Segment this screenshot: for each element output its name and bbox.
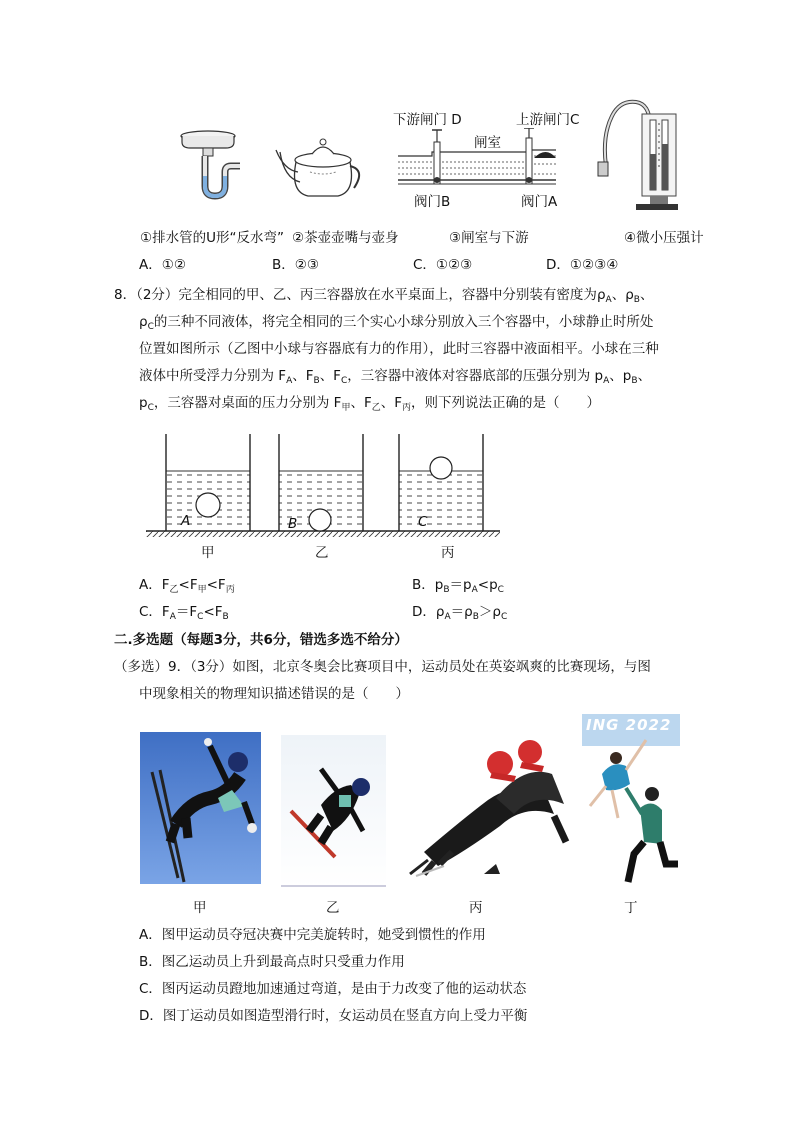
photo-label-yi: 乙: [326, 900, 340, 916]
photo-label-ding: 丁: [624, 900, 638, 916]
figure-skating-pair-photo: [582, 714, 680, 890]
container-bing-label: 丙: [441, 545, 455, 561]
upstream-gate-label: 上游闸门C: [516, 112, 580, 128]
q8-option-a[interactable]: A．$F_乙<F_甲<F_丙$: [139, 577, 235, 595]
caption-teapot: ②茶壶壶嘴与壶身: [292, 230, 399, 246]
caption-ship-lock: ③闸室与下游: [449, 230, 529, 246]
caption-pressure-gauge: ④微小压强计: [624, 230, 704, 246]
speed-skaters-photo: [404, 734, 572, 882]
q9-option-d[interactable]: D．图丁运动员如图造型滑行时，女运动员在竖直方向上受力平衡: [139, 1008, 528, 1024]
container-yi-label: 乙: [315, 545, 329, 561]
ship-lock-figure: [396, 128, 558, 194]
ball-a: [196, 493, 220, 517]
q9-option-a[interactable]: A．图甲运动员夺冠决赛中完美旋转时，她受到惯性的作用: [139, 927, 486, 943]
downstream-gate-label: 下游闸门 D: [393, 112, 462, 128]
q9-stem-line1: （多选）9．（3分）如图，北京冬奥会比赛项目中，运动员处在英姿飒爽的比赛现场，与图: [114, 659, 651, 675]
lock-chamber-label: 闸室: [474, 135, 501, 151]
container-jia-label: 甲: [201, 545, 215, 561]
ball-c-label: C: [418, 514, 428, 530]
valve-b-label: 阀门B: [414, 194, 451, 210]
q7-option-d[interactable]: D．①②③④: [546, 257, 619, 273]
snowboarder-photo: [281, 735, 386, 887]
ball-c: [430, 457, 452, 479]
aerial-skier-photo: [140, 732, 261, 884]
q8-option-b[interactable]: B．$p_B=p_A<p_C$: [412, 577, 504, 595]
caption-u-trap: ①排水管的U形“反水弯”: [140, 230, 284, 246]
q8-option-d[interactable]: D．$\rho_A=\rho_B>\rho_C$: [412, 604, 508, 622]
q9-option-c[interactable]: C．图丙运动员蹬地加速通过弯道，是由于力改变了他的运动状态: [139, 981, 527, 997]
three-containers-figure: [146, 430, 500, 542]
micro-pressure-gauge-figure: [596, 96, 678, 214]
q7-option-c[interactable]: C．①②③: [413, 257, 473, 273]
valve-a-label: 阀门A: [521, 194, 558, 210]
q8-option-c[interactable]: C．$F_A=F_C<F_B$: [139, 604, 229, 622]
ball-b: [309, 509, 331, 531]
section-heading-multiple-choice: 二.多选题（每题3分，共6分，错选多选不给分）: [114, 632, 408, 648]
banner-text: ING 2022: [586, 716, 672, 734]
photo-label-bing: 丙: [469, 900, 483, 916]
photo-label-jia: 甲: [193, 900, 207, 916]
q8-stem: 8．（2分）完全相同的甲、乙、丙三容器放在水平桌面上，容器中分别装有密度为$\rho_A$、$\rho_B$、 $\rho_C$的三种不同液体，将完全相同的三个实心小球分别放入三个容器中，小球静止时所处 位置如图所示（乙图中小球与容器底有力的作用），此时三容器中液面相平。小球在三种 液体中所受浮力分别为 $F_A$、$F_B$、$F_C$，三容器中液体对容器底部的压强分别为 $p_A$、$p_B$、 $p_C$，三容器对桌面的压力分别为 $F_甲$、$F_乙$、$F_丙$，则下列说法正确的是（ ）: [114, 287, 659, 413]
teapot-figure: [274, 132, 364, 200]
ball-b-label: B: [288, 516, 298, 532]
q9-stem-line2: 中现象相关的物理知识描述错误的是（ ）: [139, 686, 409, 702]
q7-option-b[interactable]: B．②③: [272, 257, 319, 273]
q7-option-a[interactable]: A．①②: [139, 257, 186, 273]
q9-option-b[interactable]: B．图乙运动员上升到最高点时只受重力作用: [139, 954, 405, 970]
u-trap-drain-figure: [178, 128, 248, 200]
ball-a-label: A: [181, 513, 191, 529]
